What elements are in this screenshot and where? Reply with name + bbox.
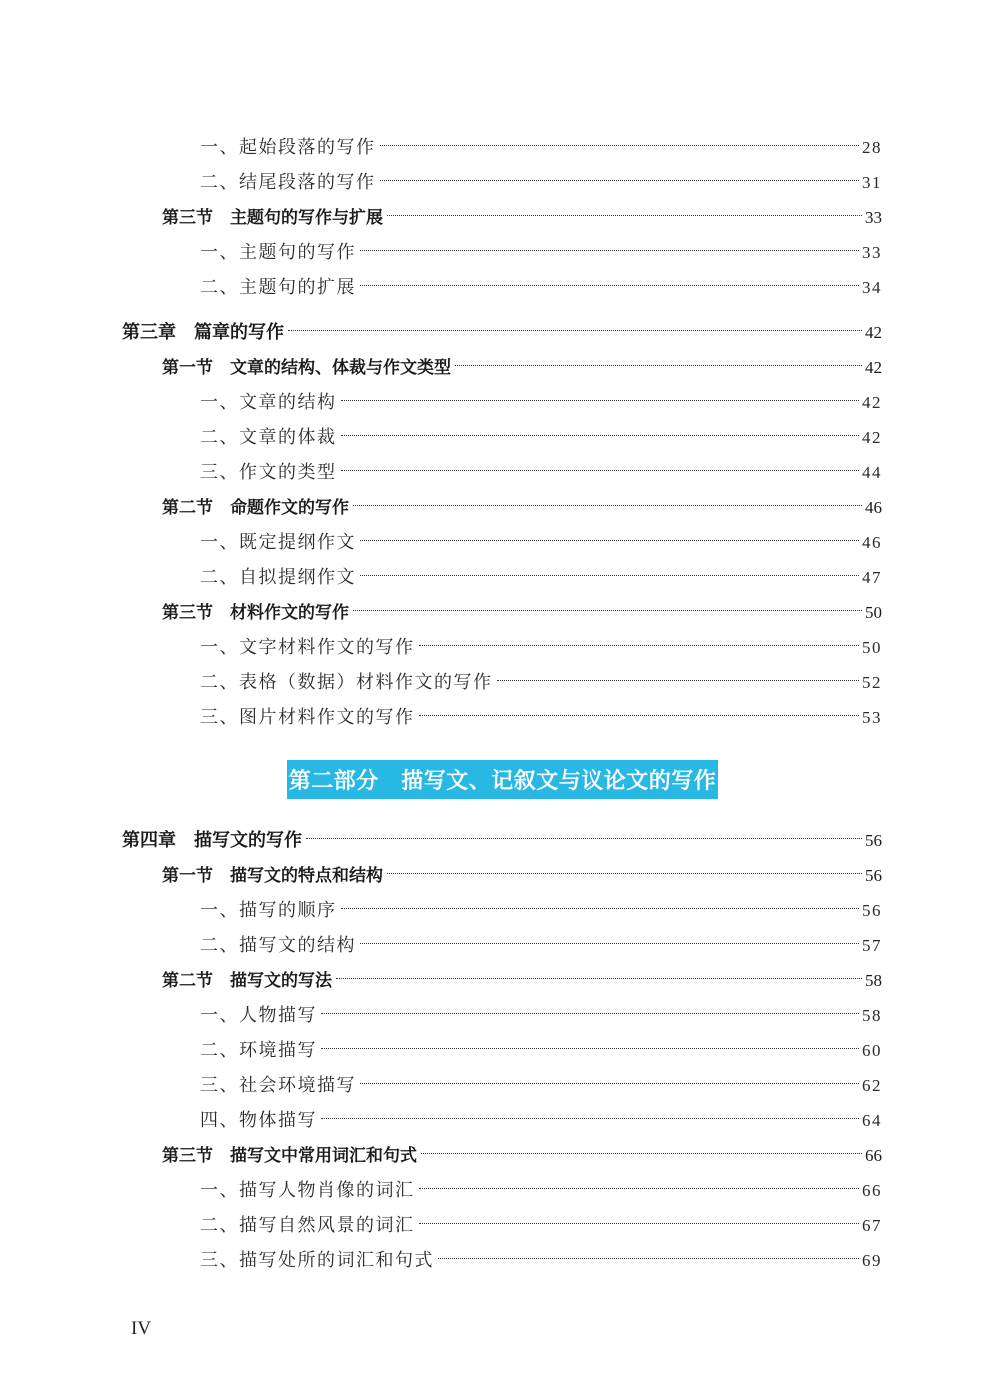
toc-entry-page: 58 — [862, 1006, 882, 1025]
toc-entry[interactable] — [0, 1243, 1005, 1278]
toc-entry[interactable] — [0, 385, 1005, 420]
dot-leader — [341, 908, 860, 909]
toc-entry[interactable] — [0, 998, 1005, 1033]
toc-entry-label: 二、描写文的结构 — [200, 935, 356, 956]
dot-leader — [341, 435, 860, 436]
toc-entry[interactable] — [0, 928, 1005, 963]
toc-entry-page: 50 — [862, 638, 882, 657]
toc-entry-label: 第三章 篇章的写作 — [122, 322, 284, 343]
dot-leader — [360, 285, 859, 286]
toc-section-entry[interactable] — [0, 350, 1005, 385]
toc-entry[interactable] — [0, 270, 1005, 305]
toc-chapter-entry[interactable] — [0, 823, 1005, 858]
dot-leader — [380, 180, 860, 181]
toc-entry-page: 53 — [862, 708, 882, 727]
toc-entry-page: 46 — [862, 533, 882, 552]
toc-entry-label: 一、描写人物肖像的词汇 — [200, 1180, 415, 1201]
toc-entry-page: 33 — [862, 243, 882, 262]
toc-entry[interactable] — [0, 665, 1005, 700]
toc-entry-page: 50 — [865, 603, 882, 622]
toc-entry-label: 二、文章的体裁 — [200, 427, 337, 448]
toc-entry-label: 第三节 主题句的写作与扩展 — [162, 208, 383, 228]
toc-entry-page: 33 — [865, 208, 882, 227]
toc-entry[interactable] — [0, 560, 1005, 595]
toc-entry-page: 56 — [862, 901, 882, 920]
toc-entry[interactable] — [0, 235, 1005, 270]
toc-entry-page: 31 — [862, 173, 882, 192]
toc-entry-label: 一、人物描写 — [200, 1005, 317, 1026]
toc-entry[interactable] — [0, 1033, 1005, 1068]
toc-entry-label: 一、文章的结构 — [200, 392, 337, 413]
dot-leader — [419, 645, 860, 646]
toc-entry[interactable] — [0, 630, 1005, 665]
toc-entry[interactable] — [0, 1068, 1005, 1103]
toc-entry[interactable] — [0, 700, 1005, 735]
toc-entry-page: 42 — [865, 323, 882, 342]
toc-entry-label: 第二节 命题作文的写作 — [162, 498, 349, 518]
dot-leader — [321, 1013, 859, 1014]
toc-entry-page: 44 — [862, 463, 882, 482]
toc-entry-label: 一、既定提纲作文 — [200, 532, 356, 553]
dot-leader — [360, 540, 859, 541]
dot-leader — [419, 1223, 860, 1224]
toc-section-entry[interactable] — [0, 490, 1005, 525]
dot-leader — [421, 1153, 862, 1154]
toc-entry-label: 二、描写自然风景的词汇 — [200, 1215, 415, 1236]
toc-entry-page: 34 — [862, 278, 882, 297]
page-folio: IV — [131, 1318, 152, 1339]
toc-entry-label: 二、环境描写 — [200, 1040, 317, 1061]
dot-leader — [497, 680, 860, 681]
toc-entry-label: 三、图片材料作文的写作 — [200, 707, 415, 728]
toc-entry-page: 46 — [865, 498, 882, 517]
dot-leader — [341, 400, 860, 401]
toc-entry-label: 第四章 描写文的写作 — [122, 830, 302, 851]
toc-entry-page: 42 — [862, 428, 882, 447]
toc-entry-label: 一、起始段落的写作 — [200, 137, 376, 158]
dot-leader — [387, 215, 862, 216]
dot-leader — [321, 1048, 859, 1049]
toc-entry-label: 三、描写处所的词汇和句式 — [200, 1250, 434, 1271]
toc-entry-page: 28 — [862, 138, 882, 157]
toc-section-entry[interactable] — [0, 595, 1005, 630]
toc-entry-page: 42 — [862, 393, 882, 412]
toc-entry-label: 二、主题句的扩展 — [200, 277, 356, 298]
toc-entry-label: 第一节 描写文的特点和结构 — [162, 866, 383, 886]
toc-chapter-entry[interactable] — [0, 315, 1005, 350]
toc-entry[interactable] — [0, 455, 1005, 490]
toc-entry-label: 第三节 材料作文的写作 — [162, 603, 349, 623]
toc-entry[interactable] — [0, 130, 1005, 165]
dot-leader — [353, 505, 862, 506]
toc-entry[interactable] — [0, 1173, 1005, 1208]
toc-entry-label: 二、表格（数据）材料作文的写作 — [200, 672, 493, 693]
toc-entry[interactable] — [0, 1103, 1005, 1138]
toc-entry[interactable] — [0, 420, 1005, 455]
dot-leader — [419, 715, 860, 716]
toc-entry-page: 42 — [865, 358, 882, 377]
dot-leader — [419, 1188, 860, 1189]
toc-entry-label: 四、物体描写 — [200, 1110, 317, 1131]
toc-entry-page: 58 — [865, 971, 882, 990]
toc-section-entry[interactable] — [0, 858, 1005, 893]
toc-entry-page: 60 — [862, 1041, 882, 1060]
toc-entry-page: 52 — [862, 673, 882, 692]
dot-leader — [455, 365, 862, 366]
dot-leader — [387, 873, 862, 874]
toc-entry-page: 62 — [862, 1076, 882, 1095]
toc-entry-page: 66 — [862, 1181, 882, 1200]
dot-leader — [360, 575, 859, 576]
toc-entry-label: 一、文字材料作文的写作 — [200, 637, 415, 658]
toc-entry[interactable] — [0, 165, 1005, 200]
toc-entry-page: 56 — [865, 866, 882, 885]
toc-entry-label: 三、作文的类型 — [200, 462, 337, 483]
dot-leader — [360, 1083, 859, 1084]
toc-entry-label: 一、描写的顺序 — [200, 900, 337, 921]
part-heading — [0, 735, 1005, 823]
toc-entry-page: 67 — [862, 1216, 882, 1235]
table-of-contents — [0, 130, 1005, 1278]
dot-leader — [360, 943, 859, 944]
part-title-banner[interactable]: 第二部分 描写文、记叙文与议论文的写作 — [287, 760, 719, 799]
toc-entry-label: 二、结尾段落的写作 — [200, 172, 376, 193]
toc-entry-page: 69 — [862, 1251, 882, 1270]
dot-leader — [438, 1258, 859, 1259]
toc-entry-page: 57 — [862, 936, 882, 955]
dot-leader — [306, 838, 862, 839]
toc-entry-label: 第一节 文章的结构、体裁与作文类型 — [162, 358, 451, 378]
toc-entry-page: 47 — [862, 568, 882, 587]
dot-leader — [321, 1118, 859, 1119]
toc-entry-label: 第三节 描写文中常用词汇和句式 — [162, 1146, 417, 1166]
toc-section-entry[interactable] — [0, 200, 1005, 235]
toc-entry-label: 一、主题句的写作 — [200, 242, 356, 263]
toc-entry[interactable] — [0, 525, 1005, 560]
toc-entry-label: 第二节 描写文的写法 — [162, 971, 332, 991]
toc-entry-label: 二、自拟提纲作文 — [200, 567, 356, 588]
dot-leader — [380, 145, 860, 146]
dot-leader — [360, 250, 859, 251]
dot-leader — [288, 330, 862, 331]
dot-leader — [336, 978, 862, 979]
toc-entry[interactable] — [0, 1208, 1005, 1243]
toc-section-entry[interactable] — [0, 1138, 1005, 1173]
toc-entry-label: 三、社会环境描写 — [200, 1075, 356, 1096]
dot-leader — [341, 470, 860, 471]
toc-section-entry[interactable] — [0, 963, 1005, 998]
dot-leader — [353, 610, 862, 611]
toc-entry-page: 64 — [862, 1111, 882, 1130]
toc-entry-page: 56 — [865, 831, 882, 850]
toc-entry-page: 66 — [865, 1146, 882, 1165]
toc-entry[interactable] — [0, 893, 1005, 928]
